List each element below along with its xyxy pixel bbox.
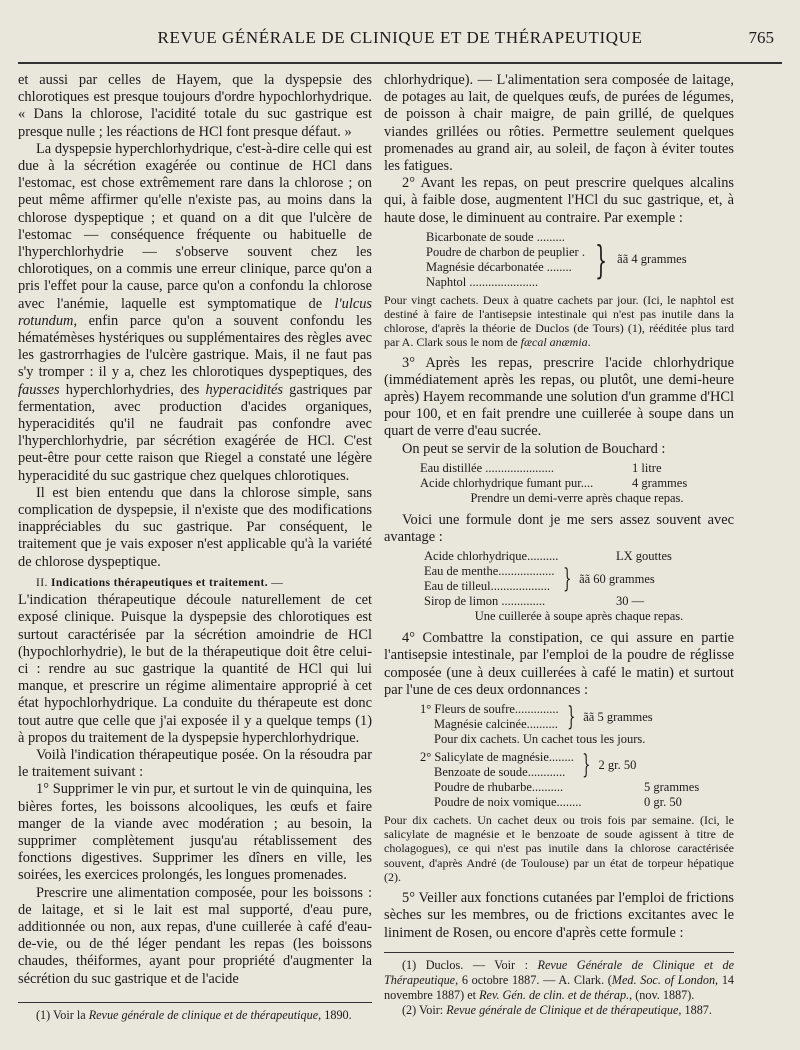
dose: ãã 60 grammes [579,571,655,586]
paragraph: chlorhydrique). — L'alimentation sera composée de laitage, de potages au lait, de quelques œufs, de purées de légumes, de poisson à chair maigre, de pain grillé, de quelques viandes grillées ou rôties. Permettre seulement quelques promenades au grand air, au soleil, de façon à éviter toutes les fatigues. [384,72,734,175]
ingredient: 2° Salicylate de magnésie........ [420,750,574,765]
formula-ingredients [426,230,585,290]
text: , (nov. 1887). [629,987,695,1002]
formula-note: Prendre un demi-verre après chaque repas. [470,490,684,505]
paragraph: et aussi par celles de Hayem, que la dyspepsie des chlorotiques est presque toujours d'ordre hypochlorhydrique. « Dans la chlorose, l'acidité totale du suc gastrique est presque nulle ; les réactions de HCl font presque défaut. » [18,72,372,140]
dose: 2 gr. 50 [598,757,637,772]
ingredient: Benzoate de soude............ [434,765,566,780]
footnote [384,1003,734,1018]
text: (1) Duclos. — Voir : [402,957,538,972]
section-number: II. [36,576,48,589]
text: . [587,335,591,350]
paragraph: Il est bien entendu que dans la chlorose simple, sans complication de dyspepsie, il n'existe que des modifications inappréciables du suc gastrique. Par conséquent, le traitement que je vais exposer n'est applicable qu'à la variété de chlorose dyspeptique. [18,484,372,570]
right-column [384,72,734,1018]
formula-group: Eau de menthe.................. Eau de tilleul................... } ãã 60 grammes [424,564,655,595]
ingredient: Poudre de noix vomique........ [434,795,582,810]
text: (2) Voir: [402,1002,447,1017]
italic-text: l'ulcus rotundum [18,295,372,329]
footnote-rule [18,1002,372,1003]
paragraph: 5° Veiller aux fonctions cutanées par l'emploi de frictions sèches sur les membres, ou de frictions excitantes avec le liniment de Rosen, ou encore d'après cette formule : [384,890,734,941]
journal-title: REVUE GÉNÉRALE DE CLINIQUE ET DE THÉRAPEUTIQUE [157,28,643,47]
footnote [18,1008,372,1023]
ingredient: Magnésie décarbonatée ........ [426,259,572,274]
page-number: 765 [748,28,774,47]
text: , 1887. [678,1002,712,1017]
italic-text: fausses [18,381,60,398]
formula [424,549,734,624]
dose: ãã 5 grammes [583,709,653,724]
text: — [268,576,284,589]
paragraph [18,141,372,485]
italic-text: Revue Générale de Clinique et de Thérapeutique [384,957,734,987]
italic-text: fæcal anæmia [520,335,588,350]
text: , 14 novembre 1887) et [384,972,735,1002]
prescription-note [384,293,734,350]
ingredient: Eau distillée ...................... [420,460,555,475]
ingredient: Naphtol ...................... [426,274,539,289]
section-heading [18,575,372,592]
formula-line [420,461,734,476]
paragraph: On peut se servir de la solution de Bouchard : [402,440,666,457]
quantity: 5 grammes [644,780,700,795]
paragraph: 4° Combattre la constipation, ce qui assure en partie l'antisepsie intestinale, par l'emploi de la poudre de réglisse composée (une à deux cuillerées à café le matin) et surtout par l'une de ces deux ordonnances : [384,630,734,698]
paragraph: Prescrire une alimentation composée, pour les boissons : de laitage, et si le lait est mal supporté, d'eau pure, additionnée ou non, aux repas, d'une cuillerée à café d'eau-de-vie, ou de thé léger pendant les repas (les boissons chaudes, théiformes, ayant pour propriété d'augmenter la sécrétion du suc gastrique et de l'acide [18,884,372,987]
quantity: 1 litre [632,460,662,475]
quantity: 0 gr. 50 [644,795,682,810]
italic-text: Rev. Gén. de clin. et de thérap. [479,987,630,1002]
formula-line [420,780,734,795]
italic-text: Revue générale de Clinique et de thérapeutique [446,1002,679,1017]
ingredient: Eau de tilleul................... [424,579,551,594]
formula-ingredients [420,702,559,732]
ingredient: Magnésie calcinée.......... [434,717,558,732]
formula [420,461,734,506]
text: (1) Voir la [36,1007,89,1022]
formula [420,750,734,810]
prescription-note: Pour dix cachets. Un cachet deux ou trois fois par semaine. (Ici, le salicylate de magnésie et le benzoate de soude agissent à titre de cholagogues), ce qui n'est pas inutile dans la chlorose caractérisée souvent, d'après André (de Toulouse) par un état de torpeur hépatique (2). [384,813,734,884]
section-title: Indications thérapeutiques et traitement. [51,576,269,589]
dose: ãã 4 grammes [617,252,687,267]
formula-note: Une cuillerée à soupe après chaque repas. [474,609,684,624]
quantity: 4 grammes [632,475,688,490]
ingredient: Eau de menthe.................. [424,564,555,579]
ingredient: Poudre de rhubarbe.......... [434,780,564,795]
formula: 1° Fleurs de soufre.............. Magnésie calcinée.......... } ãã 5 grammes [420,702,653,733]
paragraph: Voilà l'indication thérapeutique posée. On la résoudra par le traitement suivant : [18,746,372,781]
header-rule [18,62,782,64]
paragraph: 1° Supprimer le vin pur, et surtout le vin de quinquina, les bières fortes, les boissons alcooliques, les œufs et faire manger de la viande avec modération ; au besoin, la supprimer complètement jusqu'au rétablissement des fonctions digestives. Supprimer les dîners en ville, les soirées, les exercices prolongés, les longues promenades. [18,781,372,884]
formula: Bicarbonate de soude ......... Poudre de charbon de peuplier . Magnésie décarbonatée ........ Naphtol ...................... } ãã 4 grammes [426,229,687,289]
paragraph: 2° Avant les repas, on peut prescrire quelques alcalins qui, à faible dose, augmentent l'HCl du suc gastrique, et, à haute dose, le diminuent au contraire. Par exemple : [384,175,734,226]
formula-ingredients [420,750,574,780]
ingredient: 1° Fleurs de soufre.............. [420,702,559,717]
ingredient: Bicarbonate de soude ......... [426,229,565,244]
left-column [18,72,372,1023]
formula-note: Pour dix cachets. Un cachet tous les jours. [434,732,646,747]
italic-text: Revue générale de clinique et de thérapeutique [88,1007,319,1022]
formula-line [420,795,734,810]
formula-line [424,549,734,564]
ingredient: Acide chlorhydrique fumant pur.... [420,475,594,490]
ingredient: Acide chlorhydrique.......... [424,549,559,564]
formula-ingredients [424,564,555,594]
ingredient: Sirop de limon .............. [424,594,546,609]
italic-text: Med. Soc. of London [611,972,716,987]
text: La dyspepsie hyperchlorhydrique, c'est-à-dire celle qui est due à la sécrétion exagérée ou continue de HCl dans l'estomac, est chose extrêmement rare dans la chlorose ; on peut même affirmer qu'elle n'existe pas, au moins dans la chlorose dyspeptique ; et quand on a dit que l'ulcère de l'estomac — conséquence fréquente ou habituelle de l'hyperchlorhydrie — s'observe souvent chez les chlorotiques, on a commis une erreur clinique, parce qu'on a pris l'effet pour la cause, parce qu'on a confondu la chlorose avec l'anémie, laquelle est symptomatique de [18,140,372,312]
paragraph: L'indication thérapeutique découle naturellement de cet exposé clinique. Puisque la dyspepsie des chlorotiques est surtout caractérisée par la sécrétion amoindrie de HCl (hypochlorhydrie), le but de la thérapeutique doit être celui-ci : rendre au suc gastrique la quantité de HCl qui lui manque, et prescrire un régime alimentaire approprié à cet état hypochlorhydrique. La conduite du thérapeute est donc tout autre que celle que j'ai exposée il y a quelque temps (1) à propos du traitement de la dyspepsie hyperchlorhydrique. [18,592,372,746]
footnote [384,958,734,1003]
formula-line [424,594,734,609]
quantity: 30 — [616,594,645,609]
formula-group: 2° Salicylate de magnésie........ Benzoate de soude............ } 2 gr. 50 [420,750,637,781]
text: Pour vingt cachets. Deux à quatre cachets par jour. (Ici, le naphtol est destiné à faire de l'antisepsie intestinale qui n'est pas inutile dans la chlorose, d'après la théorie de Duclos (de Tours) (1), rééditée plus tard par A. Clark sous le nom de [384,292,734,350]
paragraph: 3° Après les repas, prescrire l'acide chlorhydrique (immédiatement après les repas, ou plutôt, une demi-heure après) Hayem recommande une solution d'un gramme d'HCl pour 100, et en fait prendre une cuillerée à soupe dans un quart de verre d'eau sucrée. [384,354,734,440]
italic-text: hyperacidités [205,381,283,398]
running-header [20,28,780,54]
formula-line [420,476,734,491]
ingredient: Poudre de charbon de peuplier . [426,244,585,259]
quantity: LX gouttes [616,549,672,564]
text: , 1890. [318,1007,352,1022]
text: hyperchlorhydries, des [59,381,206,398]
text: , enfin parce qu'on a souvent confondu les hématémèses hystériques ou supplémentaires des règles avec les gastrorrhagies de l'ulcère gastrique. Mais, il ne faut pas s'y tromper : il y a, chez les chlorotiques dyspeptiques, des [18,312,372,381]
text: , 6 octobre 1887. — A. Clark. ( [455,972,612,987]
footnote-rule [384,952,734,953]
text: gastriques par fermentation, avec production d'acides organiques, hyperacidités qu'il ne faudrait pas confondre avec l'hyperchlorhydrie, par sécrétion exagérée de HCl. C'est peut-être pour cette raison que Riegel a constaté une légère hyperacidité du suc gastrique chez quelques chlorotiques. [18,381,372,484]
paragraph: Voici une formule dont je me sers assez souvent avec avantage : [384,511,734,546]
